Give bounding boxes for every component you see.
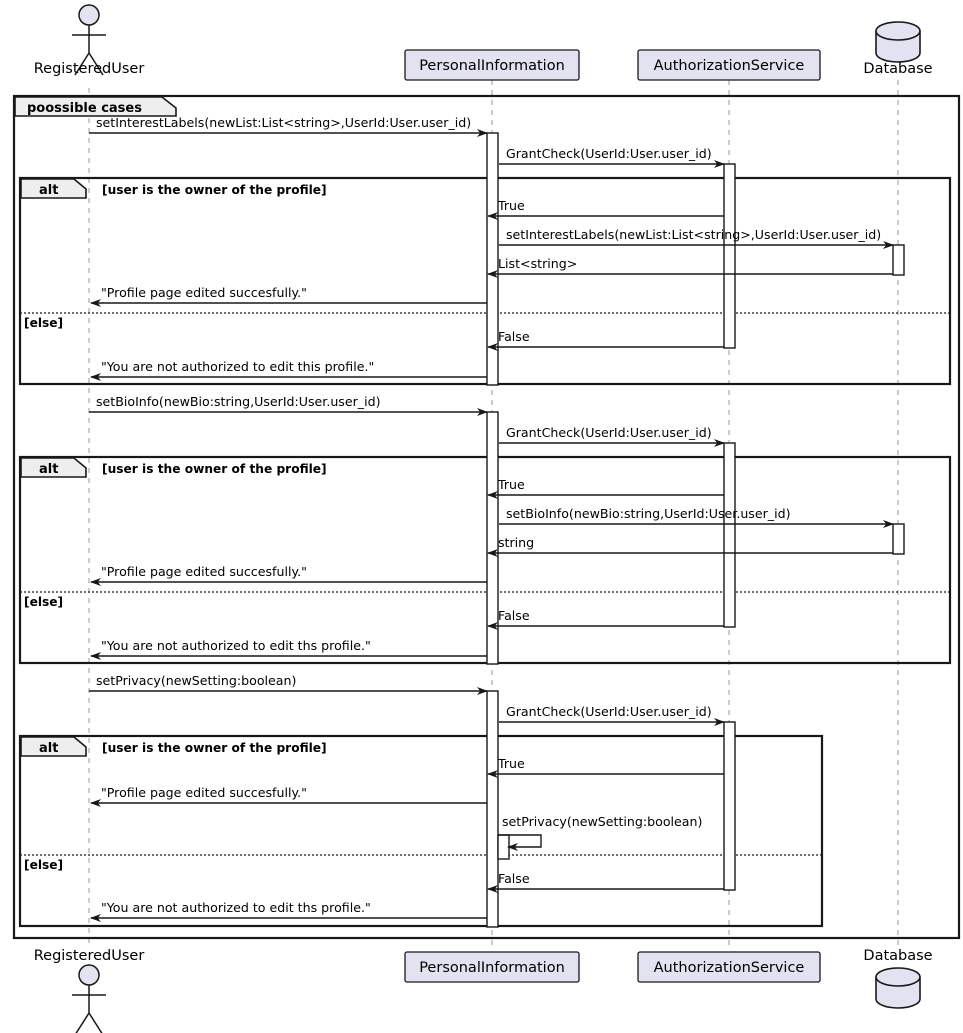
- alt-label: alt: [39, 741, 59, 756]
- database-db-bottom: [863, 948, 932, 1008]
- activation-bars-group: [487, 133, 904, 927]
- message-22: [91, 900, 487, 918]
- activation-bar: [893, 524, 904, 554]
- message-label: setInterestLabels(newList:List<string>,UserId:User.user_id): [96, 115, 472, 130]
- message-4: [488, 256, 893, 274]
- activation-bar: [724, 164, 735, 348]
- alt-fragment-border: [20, 736, 822, 926]
- message-label: GrantCheck(UserId:User.user_id): [506, 704, 712, 719]
- alt-else-label: [else]: [24, 595, 64, 609]
- message-6: [488, 329, 724, 347]
- message-1: [499, 146, 724, 164]
- message-11: [499, 506, 893, 524]
- participant-label: Database: [863, 948, 933, 964]
- message-label: string: [498, 535, 535, 550]
- alt-label: alt: [39, 462, 59, 477]
- database-db-top: [863, 22, 932, 77]
- database-top-icon: [876, 968, 920, 986]
- message-8: [89, 394, 487, 412]
- participant-label: Database: [863, 61, 933, 77]
- participant-box-pi-bottom: [405, 952, 579, 982]
- actor-user-top: [34, 5, 145, 77]
- message-label: "Profile page edited succesfully.": [101, 785, 307, 800]
- message-7: [91, 359, 487, 377]
- message-2: [488, 198, 724, 216]
- alt-fragment-2: [20, 736, 822, 926]
- participant-label: PersonalInformation: [419, 58, 565, 74]
- message-15: [91, 638, 487, 656]
- message-label: setPrivacy(newSetting:boolean): [96, 673, 297, 688]
- message-label: "You are not authorized to edit ths profile.": [101, 900, 371, 915]
- alt-condition: [user is the owner of the profile]: [102, 183, 327, 197]
- message-9: [499, 425, 724, 443]
- participant-label: RegisteredUser: [33, 948, 145, 964]
- alt-fragment-1: [20, 457, 950, 663]
- message-12: [488, 535, 893, 553]
- message-label: setPrivacy(newSetting:boolean): [502, 814, 703, 829]
- participant-label: PersonalInformation: [419, 960, 565, 976]
- activation-bar: [893, 245, 904, 275]
- activation-bar: [724, 722, 735, 890]
- message-label: setInterestLabels(newList:List<string>,UserId:User.user_id): [506, 227, 882, 242]
- alt-else-label: [else]: [24, 316, 64, 330]
- message-14: [488, 608, 724, 626]
- alt-fragment-border: [20, 457, 950, 663]
- participant-label: AuthorizationService: [653, 58, 805, 74]
- message-label: setBioInfo(newBio:string,UserId:User.user_id): [506, 506, 791, 521]
- message-label: False: [498, 329, 530, 344]
- message-18: [488, 756, 724, 774]
- participant-box-pi-top: [405, 50, 579, 80]
- message-label: List<string>: [498, 256, 578, 271]
- message-13: [91, 564, 487, 582]
- message-17: [499, 704, 724, 722]
- message-label: True: [498, 756, 525, 771]
- actor-leg-left: [75, 1013, 89, 1033]
- message-label: "Profile page edited succesfully.": [101, 564, 307, 579]
- participant-label: RegisteredUser: [33, 61, 145, 77]
- message-19: [91, 785, 487, 803]
- activation-bar: [487, 691, 498, 927]
- participant-feet: [34, 948, 933, 1033]
- participant-label: AuthorizationService: [653, 960, 805, 976]
- alt-else-label: [else]: [24, 858, 64, 872]
- message-label: GrantCheck(UserId:User.user_id): [506, 425, 712, 440]
- message-label: False: [498, 871, 530, 886]
- alt-fragment-border: [20, 178, 950, 384]
- message-label: True: [498, 477, 525, 492]
- database-top-icon: [876, 22, 920, 40]
- actor-user-bottom: [34, 948, 145, 1033]
- alt-condition: [user is the owner of the profile]: [102, 741, 327, 755]
- activation-bar: [498, 835, 509, 859]
- message-label: "Profile page edited succesfully.": [101, 285, 307, 300]
- message-label: "You are not authorized to edit this profile.": [101, 359, 375, 374]
- alt-fragment-0: [20, 178, 950, 384]
- message-5: [91, 285, 487, 303]
- actor-head-icon: [79, 965, 99, 985]
- message-21: [488, 871, 724, 889]
- message-label: GrantCheck(UserId:User.user_id): [506, 146, 712, 161]
- message-20: [498, 814, 702, 847]
- alt-condition: [user is the owner of the profile]: [102, 462, 327, 476]
- message-10: [488, 477, 724, 495]
- actor-leg-right: [89, 1013, 103, 1033]
- message-3: [499, 227, 893, 245]
- activation-bar: [724, 443, 735, 627]
- outer-fragment-label: poossible cases: [27, 101, 142, 116]
- message-label: False: [498, 608, 530, 623]
- participant-box-auth-bottom: [638, 952, 820, 982]
- message-label: "You are not authorized to edit ths profile.": [101, 638, 371, 653]
- message-label: setBioInfo(newBio:string,UserId:User.user_id): [96, 394, 381, 409]
- message-16: [89, 673, 487, 691]
- message-label: True: [498, 198, 525, 213]
- message-0: [89, 115, 487, 133]
- actor-head-icon: [79, 5, 99, 25]
- alt-label: alt: [39, 183, 59, 198]
- participant-box-auth-top: [638, 50, 820, 80]
- participant-heads: [34, 5, 933, 80]
